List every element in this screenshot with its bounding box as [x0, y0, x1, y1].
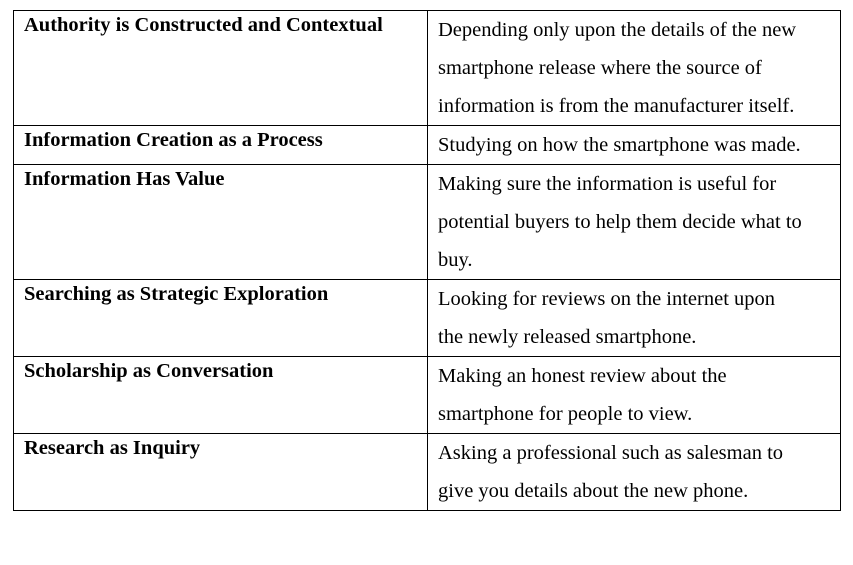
frame-term-cell: Searching as Strategic Exploration — [14, 280, 428, 357]
frame-term-cell: Scholarship as Conversation — [14, 357, 428, 434]
description-line: smartphone release where the source of — [438, 57, 762, 79]
description-line: Making an honest review about the — [438, 365, 727, 387]
description-line: Looking for reviews on the internet upon — [438, 288, 776, 310]
frame-description-cell — [428, 165, 841, 280]
description-line: smartphone for people to view. — [438, 403, 693, 425]
description-line: Studying on how the smartphone was made. — [438, 134, 801, 156]
table-row — [14, 434, 841, 511]
description-line: the newly released smartphone. — [438, 326, 697, 348]
frame-description-cell — [428, 11, 841, 126]
frame-term-cell: Information Creation as a Process — [14, 126, 428, 165]
frame-term-cell: Authority is Constructed and Contextual — [14, 11, 428, 126]
frame-description-cell — [428, 434, 841, 511]
description-line: Asking a professional such as salesman to — [438, 442, 784, 464]
frame-term-cell: Information Has Value — [14, 165, 428, 280]
description-line: Depending only upon the details of the new — [438, 19, 797, 41]
table-row — [14, 126, 841, 165]
table-row — [14, 280, 841, 357]
description-line: give you details about the new phone. — [438, 480, 749, 502]
description-line: Making sure the information is useful for — [438, 173, 777, 195]
table-row — [14, 165, 841, 280]
table-row — [14, 11, 841, 126]
frame-description-cell — [428, 357, 841, 434]
frame-description-cell — [428, 280, 841, 357]
frame-description-cell — [428, 126, 841, 165]
description-line: information is from the manufacturer itself. — [438, 95, 795, 117]
description-line: potential buyers to help them decide what to — [438, 211, 802, 233]
description-line: buy. — [438, 249, 473, 271]
table-row — [14, 357, 841, 434]
frames-table — [13, 10, 841, 511]
frame-term-cell: Research as Inquiry — [14, 434, 428, 511]
